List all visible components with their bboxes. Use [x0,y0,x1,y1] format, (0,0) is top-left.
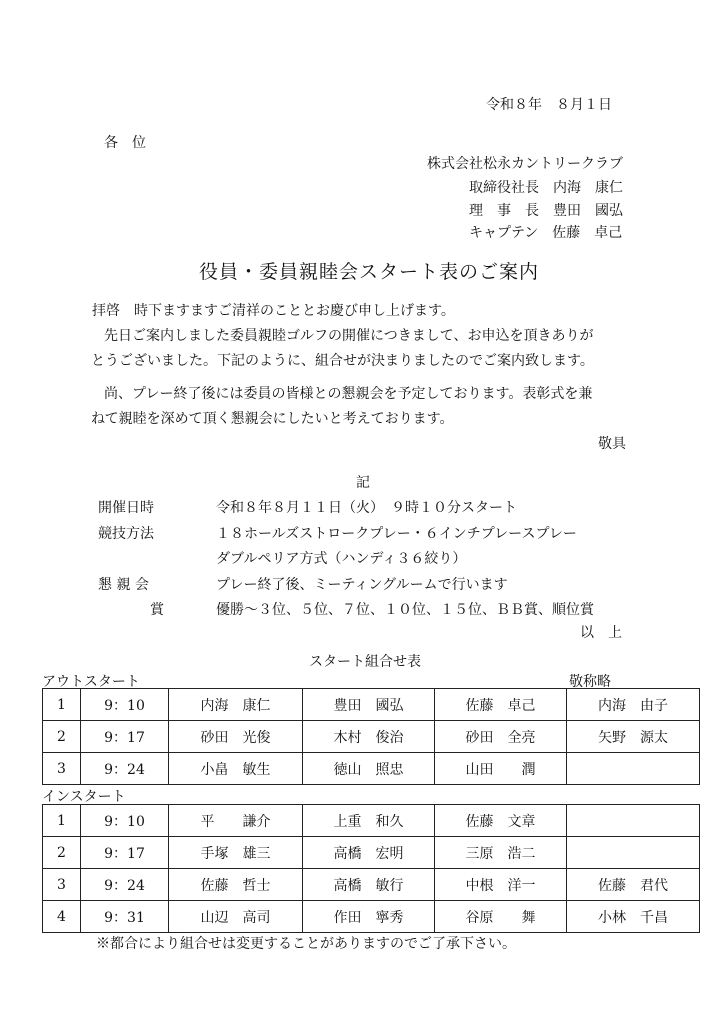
table-row [43,689,700,721]
player-name: 山辺 高司 [169,901,303,933]
notes-end: 以 上 [580,625,622,641]
player-name: 砂田 全亮 [435,721,567,753]
note-value-party: プレー終了後、ミーティングルームで行います [216,577,508,593]
greeting: 拝啓 時下ますますご清祥のこととお慶び申し上げます。 [92,303,455,319]
player-name: 矢野 源太 [567,721,700,753]
footnote: ※都合により組合せは変更することがありますのでご了承下さい。 [96,936,516,952]
group-number: 3 [43,869,81,901]
table-row [43,901,700,933]
player-name: 上重 和久 [303,805,435,837]
body-paragraph-1a: 先日ご案内しました委員親睦ゴルフの開催につきまして、お申込を頂きありが [104,328,594,344]
body-paragraph-2a: 尚、プレー終了後には委員の皆様との懇親会を予定しております。表彰式を兼 [104,386,593,402]
player-name: 三原 浩二 [435,837,567,869]
player-name [567,753,700,785]
tee-time: 9：24 [81,869,169,901]
player-name: 高橋 宏明 [303,837,435,869]
note-value-date: 令和８年８月１１日（火） ９時１０分スタート [216,500,517,516]
player-name: 作田 寧秀 [303,901,435,933]
closing: 敬具 [598,436,626,452]
group-number: 1 [43,805,81,837]
tee-time: 9：10 [81,805,169,837]
player-name: 山田 潤 [435,753,567,785]
in-start-label: インスタート [42,789,126,805]
start-table-title: スタート組合せ表 [309,654,421,670]
tee-time: 9：17 [81,837,169,869]
player-name: 内海 康仁 [169,689,303,721]
out-start-label: アウトスタート [42,674,140,690]
player-name: 佐藤 卓己 [435,689,567,721]
body-paragraph-1b: とうございました。下記のように、組合せが決まりましたのでご案内致します。 [91,353,594,369]
player-name: 内海 由子 [567,689,700,721]
player-name: 佐藤 哲士 [169,869,303,901]
group-number: 1 [43,689,81,721]
table-row [43,805,700,837]
note-value-handicap: ダブルペリア方式（ハンディ３６絞り） [216,551,467,567]
page-title: 役員・委員親睦会スタート表のご案内 [199,261,540,283]
player-name: 中根 洋一 [435,869,567,901]
note-label-format: 競技方法 [98,526,154,542]
out-start-table [42,688,700,785]
body-paragraph-2b: ねて親睦を深めて頂く懇親会にしたいと考えております。 [91,411,454,427]
note-label-date: 開催日時 [98,500,154,516]
player-name: 高橋 敏行 [303,869,435,901]
sender-president: 取締役社長 内海 康仁 [469,180,623,196]
tee-time: 9：31 [81,901,169,933]
notes-heading: 記 [356,475,370,491]
sender-chairman: 理 事 長 豊田 國弘 [469,203,623,219]
player-name: 徳山 照忠 [303,753,435,785]
table-row [43,721,700,753]
player-name: 平 謙介 [169,805,303,837]
table-row [43,869,700,901]
player-name [567,837,700,869]
player-name: 小林 千昌 [567,901,700,933]
note-label-party: 懇 親 会 [98,577,149,593]
tee-time: 9：17 [81,721,169,753]
player-name: 佐藤 君代 [567,869,700,901]
group-number: 4 [43,901,81,933]
sender-company: 株式会社松永カントリークラブ [427,156,623,172]
note-value-format: １８ホールズストロークプレー・６インチプレースプレー [216,526,577,542]
document-date: 令和８年 ８月１日 [486,97,612,113]
player-name: 佐藤 文章 [435,805,567,837]
group-number: 2 [43,837,81,869]
table-row [43,837,700,869]
player-name: 豊田 國弘 [303,689,435,721]
sender-captain: キャプテン 佐藤 卓己 [469,225,623,241]
player-name [567,805,700,837]
tee-time: 9：24 [81,753,169,785]
honorific-note: 敬称略 [569,674,611,690]
group-number: 3 [43,753,81,785]
player-name: 砂田 光俊 [169,721,303,753]
recipient: 各 位 [104,135,146,151]
in-start-table [42,804,700,933]
player-name: 木村 俊治 [303,721,435,753]
table-row [43,753,700,785]
tee-time: 9：10 [81,689,169,721]
player-name: 谷原 舞 [435,901,567,933]
player-name: 手塚 雄三 [169,837,303,869]
player-name: 小畠 敏生 [169,753,303,785]
note-label-prizes: 賞 [150,602,164,618]
note-value-prizes: 優勝～３位、５位、７位、１０位、１５位、ＢＢ賞、順位賞 [216,602,594,618]
group-number: 2 [43,721,81,753]
